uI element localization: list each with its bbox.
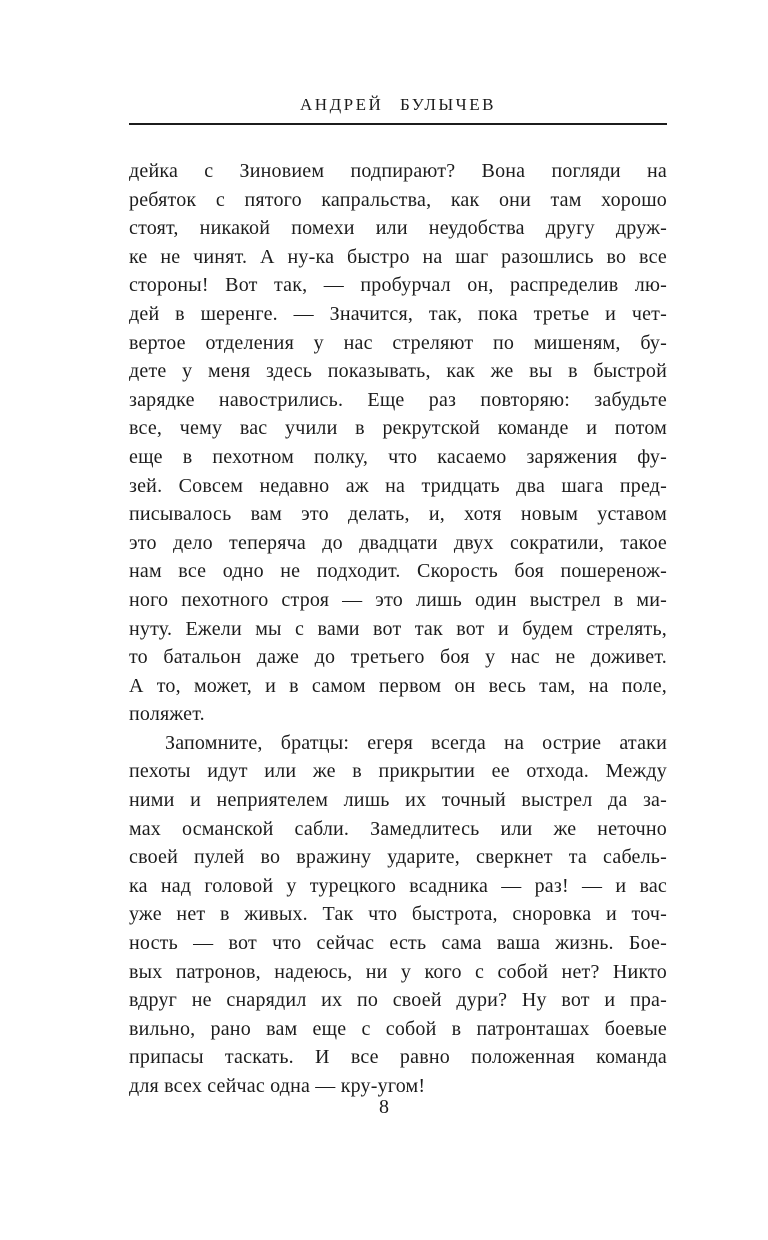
text-line: ке не чинят. А ну-ка быстро на шаг разошлись во все xyxy=(129,245,667,268)
text-line: зей. Совсем недавно аж на тридцать два шага пред- xyxy=(129,474,667,497)
text-line: нам все одно не подходит. Скорость боя пошеренож- xyxy=(129,560,667,583)
page-number: 8 xyxy=(379,1096,389,1118)
text-line: то батальон даже до третьего боя у нас не доживет. xyxy=(129,646,667,669)
text-line: дейка с Зиновием подпирают? Вона погляди на xyxy=(129,160,667,182)
text-line: А то, может, и в самом первом он весь там, на поле, xyxy=(129,674,667,697)
text-line: это дело теперяча до двадцати двух сократили, такое xyxy=(129,531,667,554)
paragraph xyxy=(129,729,667,1101)
text-line: стоят, никакой помехи или неудобства другу друж- xyxy=(129,217,667,240)
text-line: ка над головой у турецкого всадника — раз! — и вас xyxy=(129,874,667,897)
text-line: зарядке навострились. Еще раз повторяю: забудьте xyxy=(129,388,667,411)
text-line: вертое отделения у нас стреляют по мишеням, бу- xyxy=(129,331,667,354)
text-line: ними и неприятелем лишь их точный выстрел да за- xyxy=(129,789,667,812)
text-block xyxy=(129,157,667,1101)
text-line: ребяток с пятого капральства, как они там хорошо xyxy=(129,188,667,211)
text-line: еще в пехотном полку, что касаемо заряжения фу- xyxy=(129,445,667,468)
text-line: уже нет в живых. Так что быстрота, сноровка и точ- xyxy=(129,903,667,926)
text-line: пехоты идут или же в прикрытии ее отхода. Между xyxy=(129,760,667,783)
text-line: Запомните, братцы: егеря всегда на острие атаки xyxy=(165,731,667,754)
text-line: мах османской сабли. Замедлитесь или же неточно xyxy=(129,817,667,840)
text-line: своей пулей во вражину ударите, сверкнет та сабель- xyxy=(129,846,667,869)
text-line: ного пехотного строя — это лишь один выстрел в ми- xyxy=(129,588,667,611)
text-line: все, чему вас учили в рекрутской команде и потом xyxy=(129,417,667,440)
text-line: стороны! Вот так, — пробурчал он, распределив лю- xyxy=(129,274,667,297)
text-line: вых патронов, надеюсь, ни у кого с собой нет? Никто xyxy=(129,960,667,983)
text-line: вильно, рано вам еще с собой в патронташах боевые xyxy=(129,1017,667,1040)
text-line: поляжет. xyxy=(129,703,205,726)
text-line: припасы таскать. И все равно положенная команда xyxy=(129,1046,667,1069)
text-line: для всех сейчас одна — кру-угом! xyxy=(129,1075,426,1097)
text-line: вдруг не снарядил их по своей дури? Ну вот и пра- xyxy=(129,989,667,1012)
text-line: писывалось вам это делать, и, хотя новым уставом xyxy=(129,503,667,526)
text-line: нуту. Ежели мы с вами вот так вот и будем стрелять, xyxy=(129,617,667,640)
text-line: ность — вот что сейчас есть сама ваша жизнь. Бое- xyxy=(129,932,667,955)
paragraph xyxy=(129,157,667,729)
text-line: дете у меня здесь показывать, как же вы в быстрой xyxy=(129,360,667,383)
running-header-author: АНДРЕЙ БУЛЫЧЕВ xyxy=(300,95,496,114)
header-divider xyxy=(129,123,667,125)
text-line: дей в шеренге. — Значится, так, пока третье и чет- xyxy=(129,302,667,325)
